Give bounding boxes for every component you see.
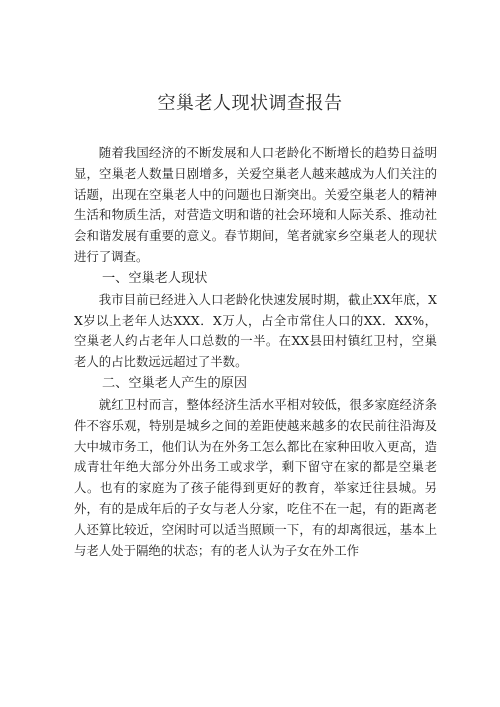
section-heading-status: 一、空巢老人现状 [102,270,208,286]
status-paragraph: 我市目前已经进入人口老龄化快速发展时期，截止XX年底，XX岁以上老年人达XXX．X万人，占全市常住人口的XX．XX%，空巢老人约占老年人口总数的一半。在XX县田村镇红卫村，空巢老人的占比数远远超过了半数。 [74,291,437,370]
document-body [74,143,437,561]
intro-paragraph: 随着我国经济的不断发展和人口老龄化不断增长的趋势日益明显，空巢老人数量日剧增多，关爱空巢老人越来越成为人们关注的话题，出现在空巢老人中的问题也日渐突出。关爱空巢老人的精神生活和物质生活，对营造文明和谐的社会环境和人际关系、推动社会和谐发展有重要的意义。春节期间，笔者就家乡空巢老人的现状进行了调查。 [74,145,437,264]
document-title: 空巢老人现状调查报告 [157,93,343,114]
section-heading-causes: 二、空巢老人产生的原因 [102,375,248,391]
causes-paragraph: 就红卫村而言，整体经济生活水平相对较低，很多家庭经济条件不容乐观，特别是城乡之间的差距使越来越多的农民前往沿海及大中城市务工，他们认为在外务工怎么都比在家种田收入更高，造成青壮年绝大部分外出务工或求学，剩下留守在家的都是空巢老人。也有的家庭为了孩子能得到更好的教育，举家迁往县城。另外，有的是成年后的子女与老人分家，吃住不在一起，有的距离老人还算比较近，空闲时可以适当照顾一下，有的却离很远，基本上与老人处于隔绝的状态；有的老人认为子女在外工作 [74,396,437,558]
